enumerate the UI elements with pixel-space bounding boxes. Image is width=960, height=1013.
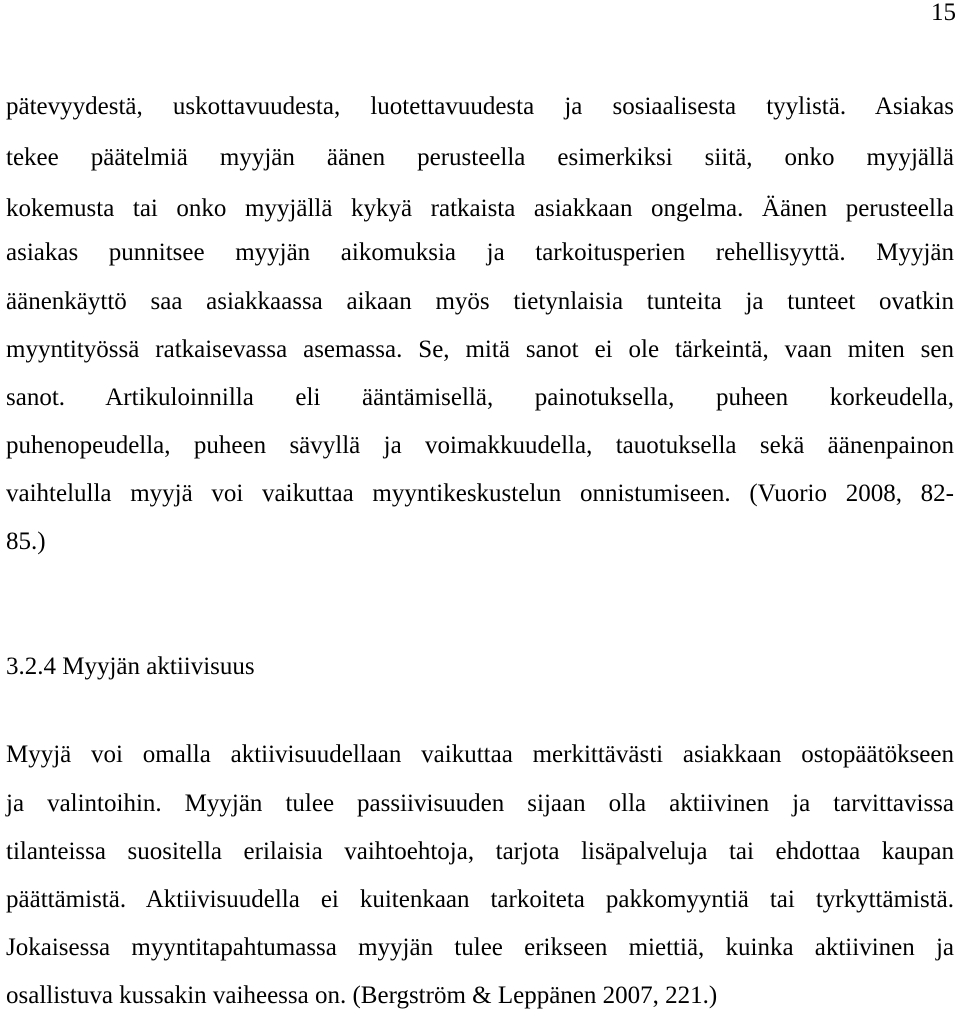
paragraph-line: tekee päätelmiä myyjän äänen perusteella esimerkiksi siitä, onko myyjällä bbox=[6, 144, 954, 171]
paragraph-line: puhenopeudella, puheen sävyllä ja voimakkuudella, tauotuksella sekä äänenpainon bbox=[6, 432, 954, 459]
paragraph-line: myyntityössä ratkaisevassa asemassa. Se, mitä sanot ei ole tärkeintä, vaan miten sen bbox=[6, 336, 954, 363]
paragraph-line: tilanteissa suositella erilaisia vaihtoehtoja, tarjota lisäpalveluja tai ehdottaa kaupan bbox=[6, 838, 954, 865]
paragraph-line: vaihtelulla myyjä voi vaikuttaa myyntikeskustelun onnistumiseen. (Vuorio 2008, 82- bbox=[6, 480, 954, 507]
paragraph-line: asiakas punnitsee myyjän aikomuksia ja tarkoitusperien rehellisyyttä. Myyjän bbox=[6, 239, 954, 266]
section-heading: 3.2.4 Myyjän aktiivisuus bbox=[6, 653, 255, 680]
paragraph-line: Myyjä voi omalla aktiivisuudellaan vaikuttaa merkittävästi asiakkaan ostopäätökseen bbox=[6, 741, 954, 768]
paragraph-line: päättämistä. Aktiivisuudella ei kuitenkaan tarkoiteta pakkomyyntiä tai tyrkyttämistä. bbox=[6, 886, 954, 913]
paragraph-line: ja valintoihin. Myyjän tulee passiivisuuden sijaan olla aktiivinen ja tarvittavissa bbox=[6, 790, 954, 817]
paragraph-line: kokemusta tai onko myyjällä kykyä ratkaista asiakkaan ongelma. Äänen perusteella bbox=[6, 195, 954, 222]
page-number: 15 bbox=[931, 0, 956, 26]
paragraph-line: 85.) bbox=[6, 528, 46, 555]
paragraph-line: äänenkäyttö saa asiakkaassa aikaan myös tietynlaisia tunteita ja tunteet ovatkin bbox=[6, 288, 954, 315]
paragraph-line: osallistuva kussakin vaiheessa on. (Bergström & Leppänen 2007, 221.) bbox=[6, 982, 718, 1009]
paragraph-line: sanot. Artikuloinnilla eli ääntämisellä, painotuksella, puheen korkeudella, bbox=[6, 384, 954, 411]
paragraph-line: pätevyydestä, uskottavuudesta, luotettavuudesta ja sosiaalisesta tyylistä. Asiakas bbox=[6, 93, 954, 120]
paragraph-line: Jokaisessa myyntitapahtumassa myyjän tulee erikseen miettiä, kuinka aktiivinen ja bbox=[6, 934, 954, 961]
